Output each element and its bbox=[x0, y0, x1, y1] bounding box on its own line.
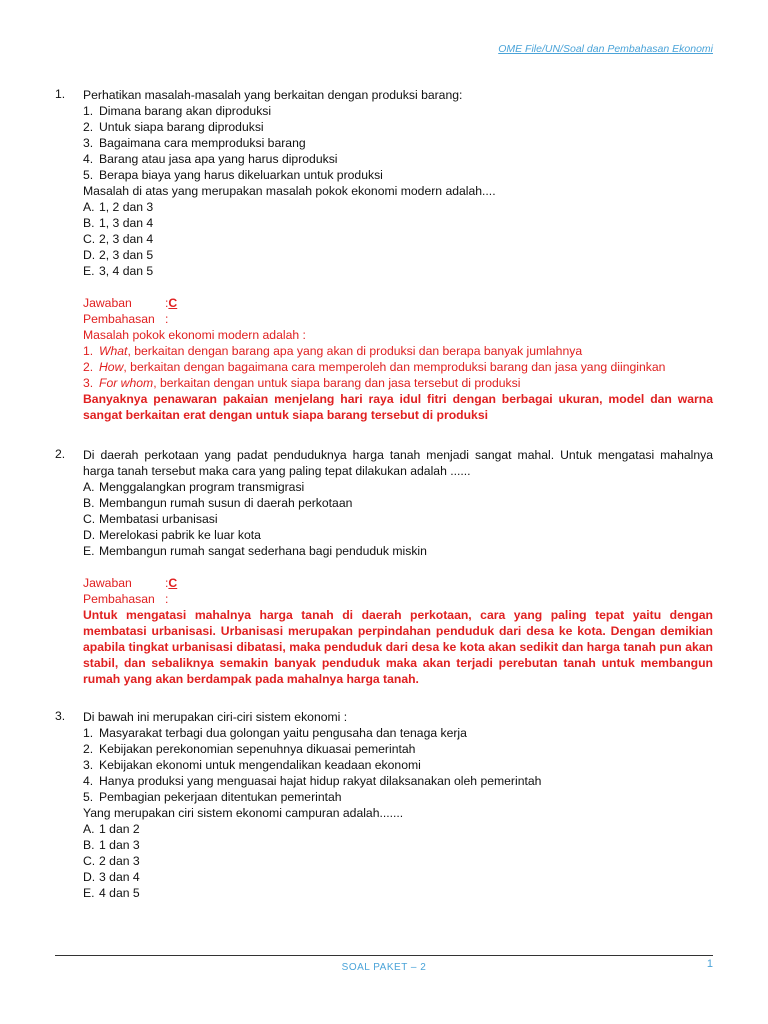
list-item: 4. Barang atau jasa apa yang harus diproduksi bbox=[83, 152, 338, 166]
option-item: D. 3 dan 4 bbox=[83, 870, 140, 884]
option-item: B. 1 dan 3 bbox=[83, 838, 140, 852]
question-stem: Di bawah ini merupakan ciri-ciri sistem ekonomi : bbox=[83, 710, 348, 724]
list-item: 3. Kebijakan ekonomi untuk mengendalikan keadaan ekonomi bbox=[83, 758, 421, 772]
option-item: D. 2, 3 dan 5 bbox=[83, 248, 154, 262]
option-item: C. Membatasi urbanisasi bbox=[83, 512, 218, 526]
answer-value: C bbox=[168, 576, 178, 590]
explanation-heading: Masalah pokok ekonomi modern adalah : bbox=[83, 328, 306, 342]
option-item: C. 2 dan 3 bbox=[83, 854, 140, 868]
list-item: 2. Kebijakan perekonomian sepenuhnya dikuasai pemerintah bbox=[83, 742, 416, 756]
option-item: E. Membangun rumah sangat sederhana bagi penduduk miskin bbox=[83, 544, 427, 558]
explanation-note: Banyaknya penawaran pakaian menjelang hari raya idul fitri dengan berbagai ukuran, model dan warna sangat berkaitan erat dengan untuk siapa barang tersebut di produksi bbox=[83, 392, 713, 422]
question-3 bbox=[55, 709, 713, 901]
answer-value: C bbox=[168, 296, 178, 310]
explanation-label-line: Pembahasan : bbox=[83, 312, 169, 326]
option-item: A. Menggalangkan program transmigrasi bbox=[83, 480, 305, 494]
list-item: 2. Untuk siapa barang diproduksi bbox=[83, 120, 264, 134]
question-1 bbox=[55, 87, 713, 423]
option-item: E. 4 dan 5 bbox=[83, 886, 140, 900]
question-number: 3. bbox=[55, 709, 66, 723]
option-item: A. 1, 2 dan 3 bbox=[83, 200, 154, 214]
list-item: 1. Masyarakat terbagi dua golongan yaitu pengusaha dan tenaga kerja bbox=[83, 726, 467, 740]
option-item: A. 1 dan 2 bbox=[83, 822, 140, 836]
footer-divider bbox=[55, 955, 713, 956]
question-prompt: Yang merupakan ciri sistem ekonomi campuran adalah....... bbox=[83, 806, 404, 820]
header-doc-path: OME File/UN/Soal dan Pembahasan Ekonomi bbox=[498, 43, 713, 55]
explanation-item: 3. For whom, berkaitan dengan untuk siapa barang dan jasa tersebut di produksi bbox=[83, 376, 521, 390]
explanation-item: 2. How, berkaitan dengan bagaimana cara memperoleh dan memproduksi barang dan jasa yang diinginkan bbox=[83, 360, 666, 374]
question-number: 2. bbox=[55, 447, 66, 461]
explanation-label-line: Pembahasan : bbox=[83, 592, 169, 606]
list-item: 4. Hanya produksi yang menguasai hajat hidup rakyat dilaksanakan oleh pemerintah bbox=[83, 774, 542, 788]
option-item: C. 2, 3 dan 4 bbox=[83, 232, 154, 246]
footer-title: SOAL PAKET – 2 bbox=[341, 962, 427, 973]
answer-line: Jawaban : C bbox=[83, 296, 178, 310]
question-prompt: Masalah di atas yang merupakan masalah pokok ekonomi modern adalah.... bbox=[83, 184, 496, 198]
question-2 bbox=[55, 447, 713, 687]
list-item: 5. Pembagian pekerjaan ditentukan pemerintah bbox=[83, 790, 342, 804]
option-item: B. 1, 3 dan 4 bbox=[83, 216, 154, 230]
page-number: 1 bbox=[706, 958, 713, 970]
answer-line: Jawaban : C bbox=[83, 576, 178, 590]
explanation-text: Untuk mengatasi mahalnya harga tanah di daerah perkotaan, cara yang paling tepat yaitu dengan membatasi urbanisasi. Urbanisasi merupakan perpindahan penduduk dari desa ke kota. Dengan demikian apabila tingkat urbanisasi dibatasi, maka penduduk dari desa ke kota akan sedikit dan harga tanah pun akan stabil, dan sebaliknya semakin banyak penduduk maka akan terjadi perebutan tanah untuk membangun rumah yang akan berdampak pada mahalnya harga tanah. bbox=[83, 608, 713, 686]
option-item: B. Membangun rumah susun di daerah perkotaan bbox=[83, 496, 353, 510]
option-item: D. Merelokasi pabrik ke luar kota bbox=[83, 528, 261, 542]
list-item: 5. Berapa biaya yang harus dikeluarkan untuk produksi bbox=[83, 168, 383, 182]
option-item: E. 3, 4 dan 5 bbox=[83, 264, 154, 278]
question-number: 1. bbox=[55, 87, 66, 101]
list-item: 3. Bagaimana cara memproduksi barang bbox=[83, 136, 306, 150]
list-item: 1. Dimana barang akan diproduksi bbox=[83, 104, 272, 118]
question-stem: Di daerah perkotaan yang padat penduduknya harga tanah menjadi sangat mahal. Untuk mengatasi mahalnya harga tanah tersebut maka cara yang paling tepat dilakukan adalah ...... bbox=[83, 448, 713, 478]
explanation-item: 1. What, berkaitan dengan barang apa yang akan di produksi dan berapa banyak jumlahnya bbox=[83, 344, 583, 358]
question-stem: Perhatikan masalah-masalah yang berkaitan dengan produksi barang: bbox=[83, 88, 463, 102]
